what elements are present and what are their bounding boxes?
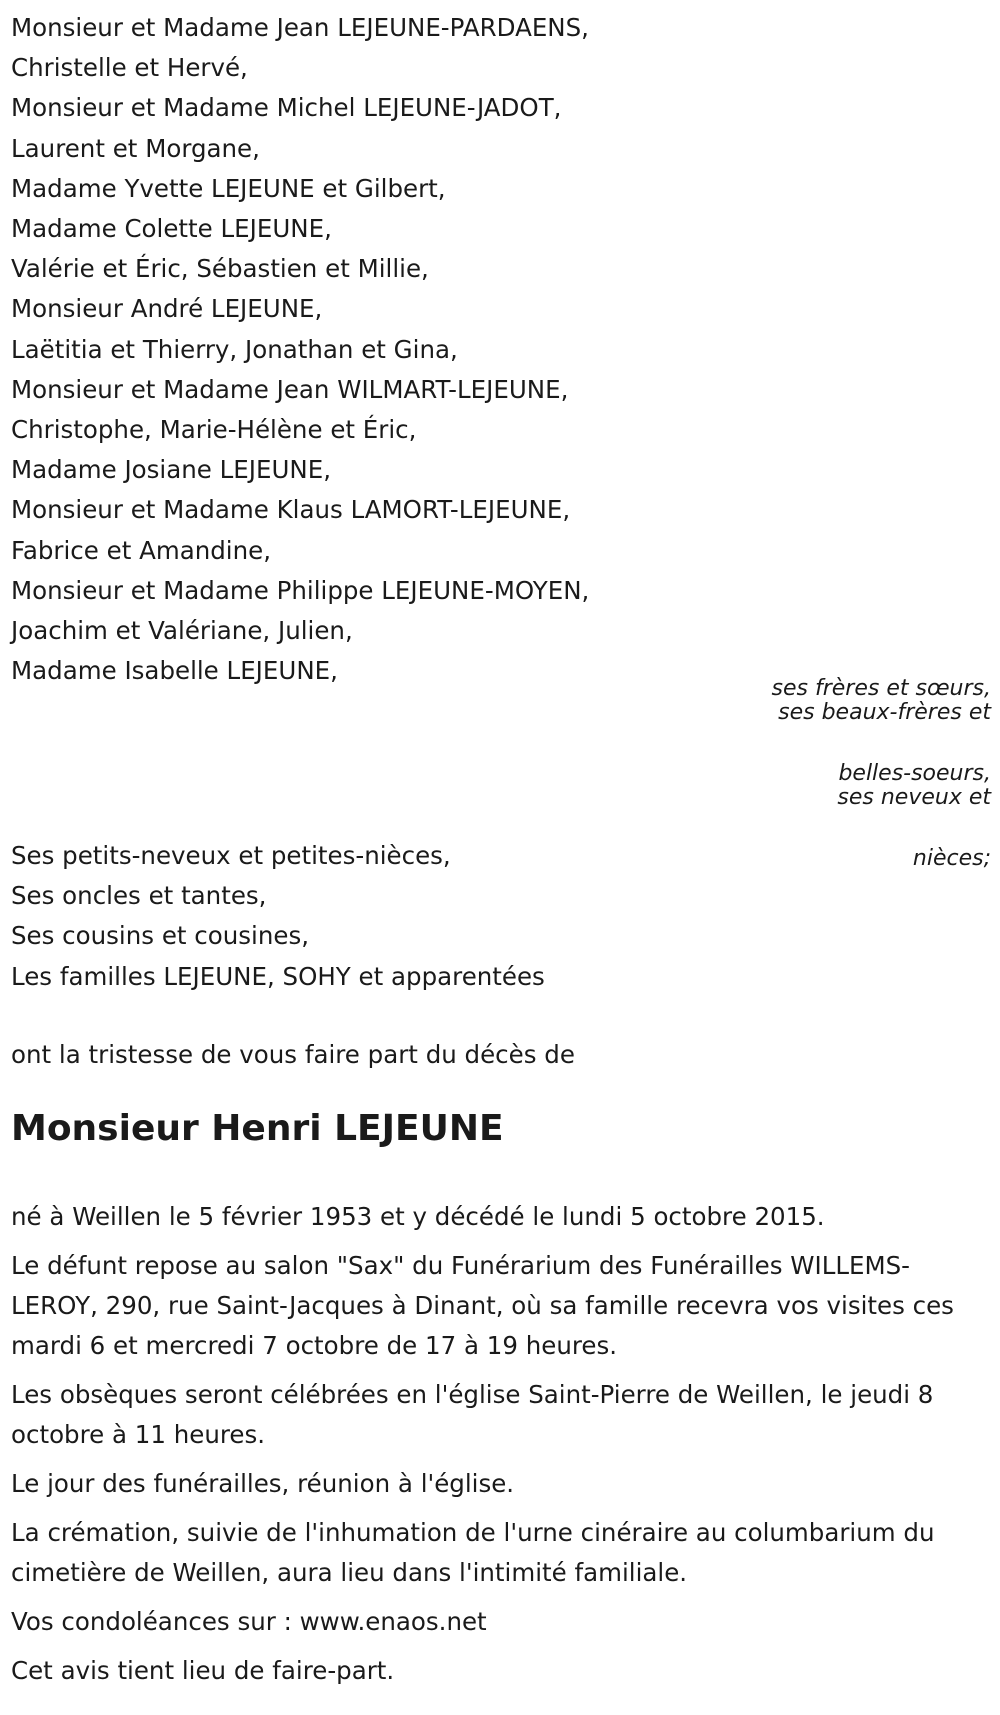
notice-disclaimer: Cet avis tient lieu de faire-part. — [11, 1656, 395, 1685]
relative-line: Ses oncles et tantes, — [11, 881, 267, 911]
family-member-line: Valérie et Éric, Sébastien et Millie, — [11, 254, 429, 284]
deceased-name: Monsieur Henri LEJEUNE — [11, 1108, 504, 1149]
family-member-line: Monsieur et Madame Jean LEJEUNE-PARDAENS, — [11, 13, 589, 42]
relationship-line: ses neveux et — [837, 785, 991, 810]
condolences-info: Vos condoléances sur : www.enaos.net — [11, 1607, 487, 1636]
funeral-details — [11, 1197, 989, 1700]
meeting-info: Le jour des funérailles, réunion à l'église. — [11, 1469, 515, 1498]
family-member-line: Madame Josiane LEJEUNE, — [11, 455, 331, 485]
relative-line: Ses petits-neveux et petites-nièces, — [11, 841, 451, 870]
family-member-line: Monsieur et Madame Klaus LAMORT-LEJEUNE, — [11, 495, 571, 525]
family-member-line: Fabrice et Amandine, — [11, 535, 272, 565]
family-members-list — [11, 8, 991, 691]
relative-line: Ses cousins et cousines, — [11, 921, 309, 951]
birth-death-info: né à Weillen le 5 février 1953 et y décédé le lundi 5 octobre 2015. — [11, 1202, 825, 1231]
extended-relatives-list — [11, 836, 991, 997]
funeral-service-info: Les obsèques seront célébrées en l'église Saint-Pierre de Weillen, le jeudi 8 octobre à 11 heures. — [11, 1380, 934, 1449]
relative-line: Les familles LEJEUNE, SOHY et apparentées — [11, 961, 545, 991]
family-member-line: Laurent et Morgane, — [11, 133, 260, 163]
relationship-line: ses frères et sœurs, — [771, 676, 991, 701]
relationship-line: ses beaux-frères et — [778, 700, 991, 725]
relationship-line: belles-soeurs, — [838, 761, 991, 786]
announcement-intro: ont la tristesse de vous faire part du décès de — [11, 1040, 575, 1069]
family-member-line: Joachim et Valériane, Julien, — [11, 616, 353, 646]
family-member-line: Madame Isabelle LEJEUNE, — [11, 656, 338, 686]
family-member-line: Monsieur et Madame Jean WILMART-LEJEUNE, — [11, 374, 569, 404]
family-member-line: Madame Colette LEJEUNE, — [11, 214, 332, 244]
relationship-line: nièces; — [912, 846, 991, 871]
cremation-info: La crémation, suivie de l'inhumation de l'urne cinéraire au columbarium du cimetière de Weillen, aura lieu dans l'intimité familiale. — [11, 1518, 935, 1587]
family-member-line: Monsieur André LEJEUNE, — [11, 294, 323, 324]
family-member-line: Christelle et Hervé, — [11, 53, 248, 83]
family-member-line: Monsieur et Madame Philippe LEJEUNE-MOYEN, — [11, 575, 590, 605]
family-member-line: Christophe, Marie-Hélène et Éric, — [11, 415, 417, 445]
visitation-info: Le défunt repose au salon "Sax" du Funérarium des Funérailles WILLEMS-LEROY, 290, rue Saint-Jacques à Dinant, où sa famille recevra vos visites ces mardi 6 et mercredi 7 octobre de 17 à 19 heures. — [11, 1251, 954, 1360]
family-member-line: Monsieur et Madame Michel LEJEUNE-JADOT, — [11, 93, 562, 123]
family-member-line: Madame Yvette LEJEUNE et Gilbert, — [11, 173, 446, 203]
family-member-line: Laëtitia et Thierry, Jonathan et Gina, — [11, 334, 458, 364]
